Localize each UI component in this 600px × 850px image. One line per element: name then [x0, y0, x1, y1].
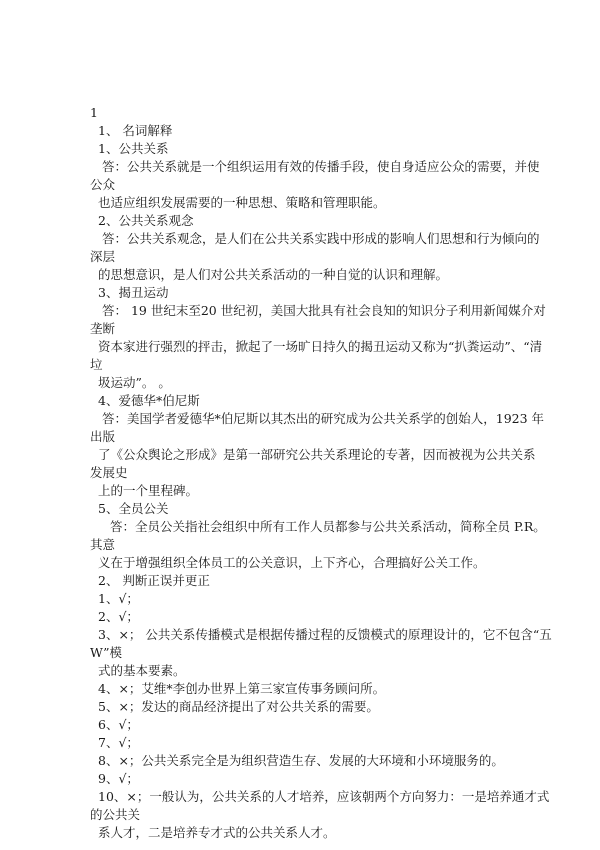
answer-line: 答： 19 世纪末至20 世纪初，美国大批具有社会良知的知识分子利用新闻媒介对	[102, 303, 546, 318]
judgment-item: 7、√；	[98, 735, 139, 750]
judgment-item: 9、√；	[98, 771, 139, 786]
judgment-item: 8、×；公共关系完全是为组织营造生存、发展的大环境和小环境服务的。	[98, 753, 504, 768]
section-heading-true-false: 2、 判断正误并更正	[98, 573, 210, 588]
answer-line: 上的一个里程碑。	[98, 483, 199, 498]
term-heading: 4、爱德华*伯尼斯	[98, 393, 200, 408]
answer-line: 答：公共关系就是一个组织运用有效的传播手段，使自身适应公众的需要，并使	[102, 159, 540, 174]
judgment-item: 系人才，二是培养专才式的公共关系人才。	[98, 825, 336, 840]
wrap-line: 垃	[90, 357, 103, 372]
judgment-item: 1、√；	[98, 591, 139, 606]
answer-line: 圾运动”。 。	[98, 375, 171, 390]
term-heading: 2、公共关系观念	[98, 213, 194, 228]
wrap-line: W”模	[90, 645, 122, 660]
term-heading: 3、揭丑运动	[98, 285, 169, 300]
wrap-line: 其意	[90, 537, 116, 552]
wrap-line: 发展史	[90, 465, 128, 480]
judgment-item: 6、√；	[98, 717, 139, 732]
judgment-item: 5、×；发达的商品经济提出了对公共关系的需要。	[98, 699, 379, 714]
answer-line: 答：美国学者爱德华*伯尼斯以其杰出的研究成为公共关系学的创始人，1923 年	[102, 411, 545, 426]
judgment-item: 2、√；	[98, 609, 139, 624]
judgment-item: 式的基本要素。	[98, 663, 186, 678]
wrap-line: 垄断	[90, 321, 116, 336]
wrap-line: 的公共关	[90, 807, 141, 822]
judgment-item: 4、×；艾维*李创办世界上第三家宣传事务顾问所。	[98, 681, 386, 696]
answer-line: 了《公众舆论之形成》是第一部研究公共关系理论的专著，因而被视为公共关系	[98, 447, 536, 462]
answer-line: 义在于增强组织全体员工的公关意识，上下齐心，合理搞好公关工作。	[98, 555, 486, 570]
page-marker: 1	[90, 105, 98, 120]
wrap-line: 出版	[90, 429, 116, 444]
answer-line: 资本家进行强烈的抨击，掀起了一场旷日持久的揭丑运动又称为“扒粪运动”、“清	[98, 339, 543, 354]
section-heading-definitions: 1、 名词解释	[98, 123, 173, 138]
term-heading: 1、公共关系	[98, 141, 169, 156]
wrap-line: 公众	[90, 177, 116, 192]
answer-line: 答：全员公关指社会组织中所有工作人员都参与公共关系活动，简称全员 P.R。	[110, 519, 546, 534]
wrap-line: 深层	[90, 249, 116, 264]
judgment-item: 3、×； 公共关系传播模式是根据传播过程的反馈模式的原理设计的，它不包含“五	[98, 627, 552, 642]
answer-line: 也适应组织发展需要的一种思想、策略和管理职能。	[98, 195, 386, 210]
answer-line: 的思想意识，是人们对公共关系活动的一种自觉的认识和理解。	[98, 267, 449, 282]
judgment-item: 10、×；一般认为，公共关系的人才培养，应该朝两个方向努力：一是培养通才式	[98, 789, 550, 804]
term-heading: 5、全员公关	[98, 501, 169, 516]
answer-line: 答：公共关系观念，是人们在公共关系实践中形成的影响人们思想和行为倾向的	[102, 231, 540, 246]
